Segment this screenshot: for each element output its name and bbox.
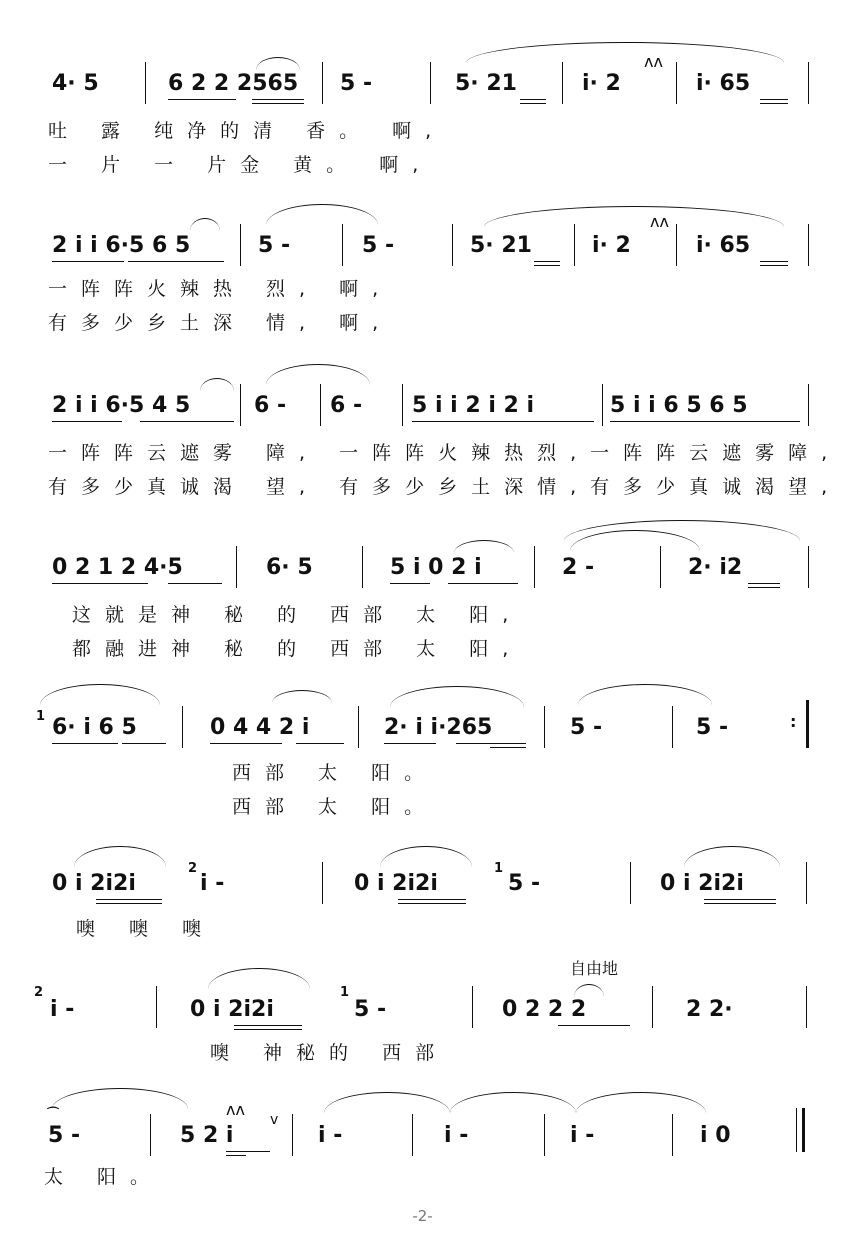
measure: 2 i i 6·5 4 5 (52, 393, 191, 418)
underline (412, 421, 502, 422)
measure: 5 - (570, 715, 603, 740)
barline (292, 1114, 293, 1156)
measure: 5 - (258, 233, 291, 258)
measure: 2· i i·265 (384, 715, 493, 740)
tempo-annotation: 自由地 (570, 959, 619, 978)
barline (358, 706, 359, 748)
underline (748, 587, 780, 588)
measure: 4· 5 (52, 71, 99, 96)
measure: 5 2 i (180, 1123, 234, 1148)
measure: 5 - (508, 871, 541, 896)
underline (398, 903, 466, 904)
slur (574, 984, 604, 997)
measure: i· 2 (582, 71, 621, 96)
underline (498, 421, 594, 422)
measure: i - (570, 1123, 595, 1148)
measure: 5 - (696, 715, 729, 740)
barline (808, 384, 809, 426)
slur (390, 686, 524, 707)
page-number: -2- (412, 1207, 433, 1225)
underline (252, 103, 304, 104)
slur (74, 846, 166, 867)
measure: i 0 (700, 1123, 731, 1148)
barline (808, 62, 809, 104)
underline (760, 103, 788, 104)
slur (684, 846, 780, 867)
underline (700, 421, 800, 422)
lyric-line: 这就是神 秘 的 西部 太 阳, (72, 604, 523, 626)
grace-note: 1 (36, 709, 46, 724)
measure: 6 2 2 2565 (168, 71, 299, 96)
measure: 0 i 2i2i (52, 871, 136, 896)
measure: 0 i 2i2i (190, 997, 274, 1022)
lyric-line: 噢 神秘的 西部 (210, 1042, 449, 1064)
underline (52, 261, 124, 262)
underline (610, 421, 702, 422)
grace-note: 1 (494, 861, 504, 876)
underline (704, 899, 776, 900)
barline (320, 384, 321, 426)
underline (226, 1151, 270, 1152)
grace-note: 2 (188, 861, 198, 876)
lyric-line: 都融进神 秘 的 西部 太 阳, (72, 638, 523, 660)
underline (168, 583, 222, 584)
breath-mark: v (270, 1112, 279, 1128)
underline (52, 583, 148, 584)
lyric-line: 噢 噢 噢 (76, 918, 216, 940)
lyric-line: 西部 太 阳。 (232, 796, 438, 818)
barline (602, 384, 603, 426)
measure: 6· 5 (266, 555, 313, 580)
barline (236, 546, 237, 588)
grace-note: 1 (340, 985, 350, 1000)
measure: 0 2 2 2 (502, 997, 587, 1022)
underline (96, 903, 162, 904)
measure: i· 65 (696, 233, 751, 258)
measure: 2 i i 6·5 6 5 (52, 233, 191, 258)
barline (652, 986, 653, 1028)
underline (390, 583, 430, 584)
underline (52, 421, 122, 422)
measure: i· 2 (592, 233, 631, 258)
measure: 5 - (362, 233, 395, 258)
measure: 5· 21 (470, 233, 532, 258)
underline (520, 99, 546, 100)
measure: 0 4 4 2 i (210, 715, 310, 740)
slur (454, 540, 514, 553)
underline (534, 265, 560, 266)
underline (704, 903, 776, 904)
barline (402, 384, 403, 426)
barline (806, 862, 807, 904)
slur (200, 378, 234, 391)
underline (760, 99, 788, 100)
slur (266, 364, 370, 385)
underline (122, 743, 166, 744)
measure: i - (318, 1123, 343, 1148)
barline (156, 986, 157, 1028)
mordent-mark: ʌʌ (226, 1100, 245, 1119)
mordent-mark: ʌʌ (650, 212, 669, 231)
measure: 2 2· (686, 997, 733, 1022)
measure: i - (50, 997, 75, 1022)
measure: 0 2 1 2 4·5 (52, 555, 183, 580)
slur (272, 690, 332, 703)
barline (672, 1114, 673, 1156)
barline (412, 1114, 413, 1156)
slur (208, 968, 310, 989)
underline (520, 103, 546, 104)
lyric-line: 一阵阵火辣热 烈, 啊, (48, 278, 393, 300)
barline (145, 62, 146, 104)
lyric-line: 吐 露 纯净的清 香。 啊, (48, 120, 446, 142)
barline (150, 1114, 151, 1156)
final-barline-thin (796, 1108, 797, 1152)
underline (140, 421, 234, 422)
slur (40, 684, 160, 705)
barline (342, 224, 343, 266)
underline (456, 743, 526, 744)
barline (240, 224, 241, 266)
measure: i - (200, 871, 225, 896)
underline (384, 743, 436, 744)
lyric-line: 有多少乡土深 情, 啊, (48, 312, 393, 334)
barline (322, 862, 323, 904)
slur (256, 57, 300, 70)
underline (252, 99, 304, 100)
barline (676, 224, 677, 266)
measure: 6· i 6 5 (52, 715, 137, 740)
barline (562, 62, 563, 104)
slur (380, 846, 472, 867)
underline (52, 743, 118, 744)
slur (576, 1092, 706, 1113)
measure: 0 i 2i2i (354, 871, 438, 896)
measure: 5 - (354, 997, 387, 1022)
measure: 5 - (48, 1123, 81, 1148)
lyric-line: 一 片 一 片金 黄。 啊, (48, 154, 433, 176)
fermata-mark: ⌒ (47, 1106, 60, 1120)
underline (296, 743, 344, 744)
barline (362, 546, 363, 588)
underline (210, 743, 282, 744)
underline (760, 265, 788, 266)
mordent-mark: ʌʌ (644, 52, 663, 71)
slur (564, 520, 800, 541)
slur (450, 1092, 576, 1113)
measure: 5 i i 2 i 2 i (412, 393, 535, 418)
underline (96, 899, 162, 900)
barline (322, 62, 323, 104)
underline (234, 1025, 302, 1026)
underline (226, 1155, 246, 1156)
barline (472, 986, 473, 1028)
underline (748, 583, 780, 584)
final-barline-thick (802, 1108, 805, 1152)
repeat-dots: : (790, 712, 797, 731)
barline (806, 986, 807, 1028)
measure: 5 i i 6 5 6 5 (610, 393, 748, 418)
slur (578, 684, 712, 705)
measure: i· 65 (696, 71, 751, 96)
lyric-line: 太 阳。 (44, 1166, 164, 1188)
underline (234, 1029, 302, 1030)
lyric-line: 有多少真诚渴 望, 有多少乡土深情,有多少真诚渴望, (48, 476, 842, 498)
measure: 2· i2 (688, 555, 743, 580)
underline (534, 261, 560, 262)
barline (672, 706, 673, 748)
underline (168, 99, 236, 100)
measure: 0 i 2i2i (660, 871, 744, 896)
measure: 6 - (254, 393, 287, 418)
barline (544, 1114, 545, 1156)
repeat-end-barline (806, 700, 809, 748)
barline (182, 706, 183, 748)
barline (430, 62, 431, 104)
underline (398, 899, 466, 900)
slur (324, 1092, 450, 1113)
barline (452, 224, 453, 266)
barline (808, 224, 809, 266)
barline (808, 546, 809, 588)
underline (490, 747, 526, 748)
barline (630, 862, 631, 904)
slur (484, 206, 784, 227)
underline (128, 261, 224, 262)
measure: 5· 21 (455, 71, 517, 96)
underline (760, 261, 788, 262)
slur (190, 218, 220, 231)
barline (240, 384, 241, 426)
measure: i - (444, 1123, 469, 1148)
barline (676, 62, 677, 104)
underline (558, 1025, 630, 1026)
measure: 5 - (340, 71, 373, 96)
measure: 6 - (330, 393, 363, 418)
underline (448, 583, 518, 584)
slur (266, 204, 378, 225)
lyric-line: 西部 太 阳。 (232, 762, 438, 784)
measure: 2 - (562, 555, 595, 580)
barline (574, 224, 575, 266)
grace-note: 2 (34, 985, 44, 1000)
measure: 5 i 0 2 i (390, 555, 482, 580)
slur (52, 1088, 188, 1109)
barline (544, 706, 545, 748)
barline (660, 546, 661, 588)
lyric-line: 一阵阵云遮雾 障, 一阵阵火辣热烈,一阵阵云遮雾障, (48, 442, 842, 464)
slur (466, 42, 784, 63)
barline (534, 546, 535, 588)
